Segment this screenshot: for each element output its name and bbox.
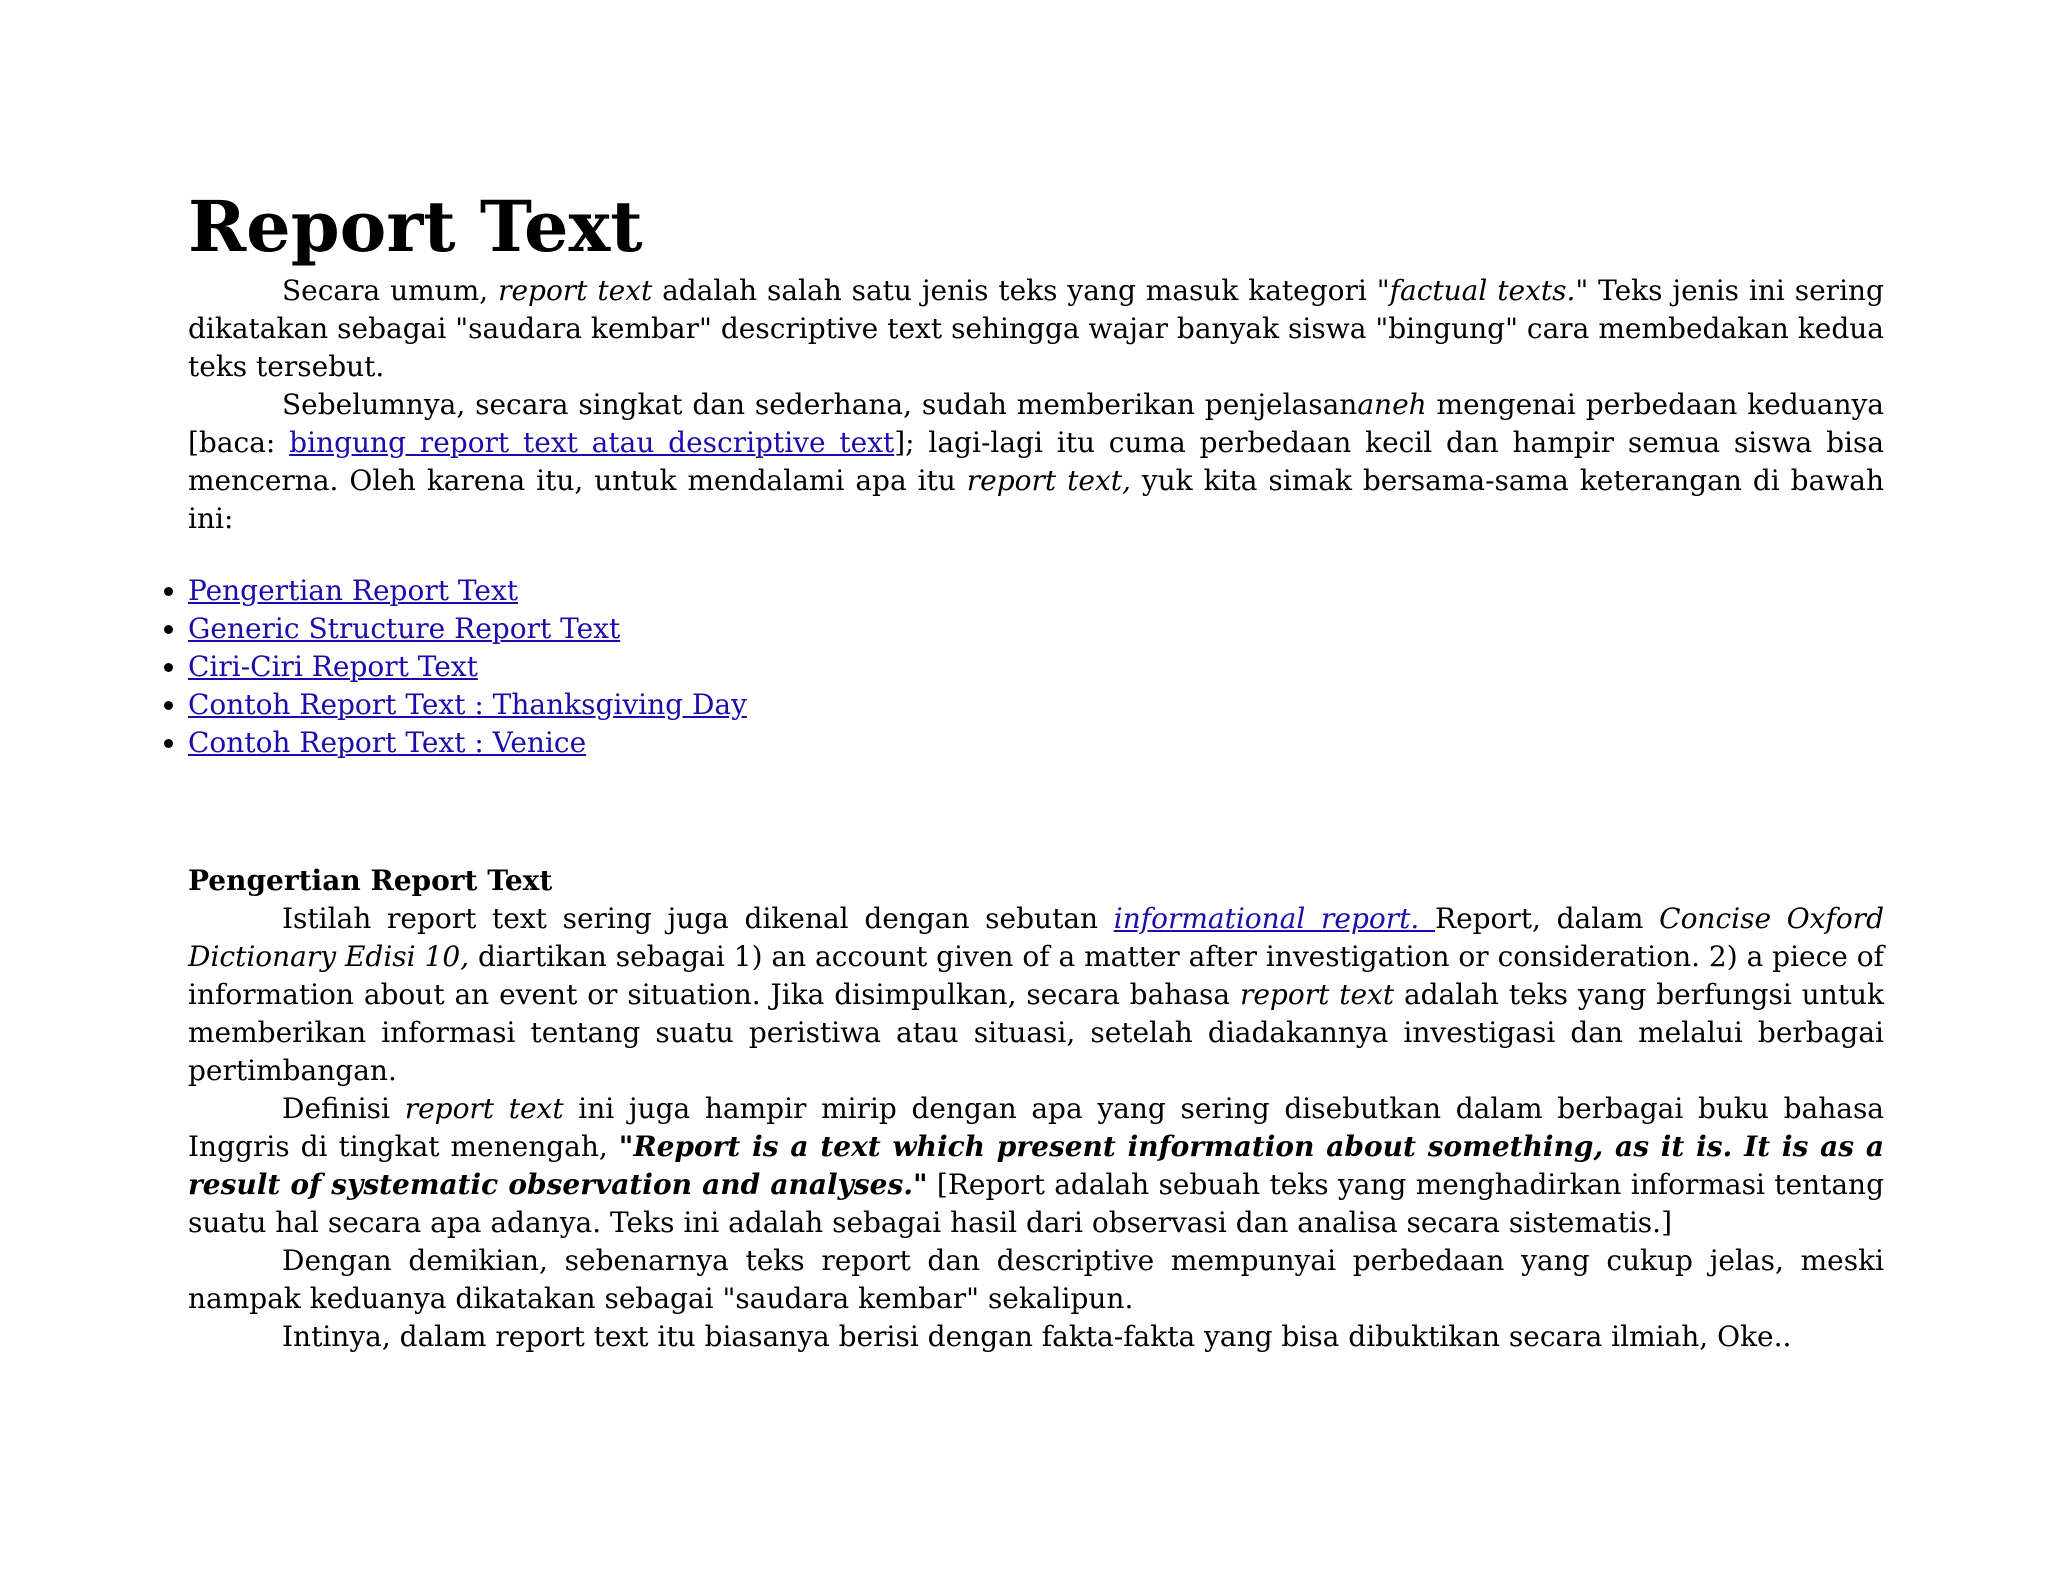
text-run: ]; lagi-lagi itu cuma perbedaan kecil dan hampir semua siswa bisa mencerna. Oleh karena itu, untuk mendalami apa itu — [188, 426, 1885, 497]
text-run: Istilah report text sering juga dikenal dengan sebutan — [282, 902, 1114, 935]
toc-link-generic-structure[interactable]: Generic Structure Report Text — [188, 612, 621, 645]
text-run-italic: report text, — [966, 464, 1131, 497]
intro-section — [188, 272, 1884, 538]
text-run: mengenai perbedaan keduanya [baca: — [188, 388, 1885, 459]
intro-paragraph-1 — [188, 272, 1884, 386]
text-run: adalah teks yang berfungsi untuk memberikan informasi tentang suatu peristiwa atau situasi, setelah diadakannya investigasi dan melalui berbagai pertimbangan. — [188, 978, 1884, 1087]
section-paragraph-4: Intinya, dalam report text itu biasanya berisi dengan fakta-fakta yang bisa dibuktikan secara ilmiah, Oke.. — [282, 1320, 1792, 1353]
section-paragraph-1 — [188, 900, 1884, 1090]
text-run: [Report adalah sebuah teks yang menghadirkan informasi tentang suatu hal secara apa adanya. Teks ini adalah sebagai hasil dari observasi dan analisa secara sistematis.] — [188, 1168, 1884, 1239]
toc-link-ciri-ciri[interactable]: Ciri-Ciri Report Text — [188, 650, 478, 683]
text-run: diartikan sebagai 1) an account given of a matter after investigation or consideration. 2) a piece of information about an event or situation. Jika disimpulkan, secara bahasa — [188, 940, 1884, 1011]
text-run: Report, dalam — [1434, 902, 1660, 935]
page-title: Report Text — [188, 185, 643, 268]
toc-item — [188, 610, 747, 648]
text-run: Secara umum, — [282, 274, 499, 307]
text-run-italic: factual texts." — [1389, 274, 1589, 307]
text-run-italic: report text — [498, 274, 653, 307]
document-page — [188, 182, 1885, 1353]
text-run: ini juga hampir mirip dengan apa yang sering disebutkan dalam berbagai buku bahasa Inggris di tingkat menengah, — [188, 1092, 1884, 1163]
text-run: Sebelumnya, secara singkat dan sederhana, sudah memberikan penjelasan — [282, 388, 1358, 421]
text-run-bold-italic: "Report is a text which present information about something, as it is. It is as a result of systematic observation and analyses." — [188, 1130, 1884, 1201]
link-informational-report[interactable] — [1114, 902, 1435, 935]
toc-item — [188, 572, 747, 610]
toc-item — [188, 724, 747, 762]
section-paragraph-3: Dengan demikian, sebenarnya teks report dan descriptive mempunyai perbedaan yang cukup jelas, meski nampak keduanya dikatakan sebagai "saudara kembar" sekalipun. — [188, 1244, 1884, 1315]
pengertian-section — [188, 862, 1884, 1356]
text-run-italic: Concise Oxford Dictionary Edisi 10, — [188, 902, 1884, 973]
text-run: yuk kita simak bersama-sama keterangan di bawah ini: — [188, 464, 1884, 535]
toc-item — [188, 648, 747, 686]
section-paragraph-2 — [188, 1090, 1884, 1242]
toc-link-venice[interactable]: Contoh Report Text : Venice — [188, 726, 587, 759]
section-title: Pengertian Report Text — [188, 864, 553, 897]
text-run: adalah salah satu jenis teks yang masuk kategori " — [652, 274, 1390, 307]
intro-paragraph-2 — [188, 386, 1884, 538]
text-run-italic: informational report. — [1113, 902, 1435, 935]
table-of-contents — [188, 572, 747, 762]
text-run: Teks jenis ini sering dikatakan sebagai "saudara kembar" descriptive text sehingga wajar banyak siswa "bingung" cara membedakan kedua teks tersebut. — [188, 274, 1884, 383]
link-bingung-report-text[interactable]: bingung report text atau descriptive text — [289, 426, 895, 459]
text-run-italic: aneh — [1357, 388, 1427, 421]
text-run: Definisi — [282, 1092, 405, 1125]
text-run-italic: report text — [1239, 978, 1395, 1011]
text-run-italic: report text — [404, 1092, 564, 1125]
toc-link-thanksgiving[interactable]: Contoh Report Text : Thanksgiving Day — [188, 688, 747, 721]
toc-link-pengertian[interactable]: Pengertian Report Text — [188, 574, 518, 607]
toc-item — [188, 686, 747, 724]
